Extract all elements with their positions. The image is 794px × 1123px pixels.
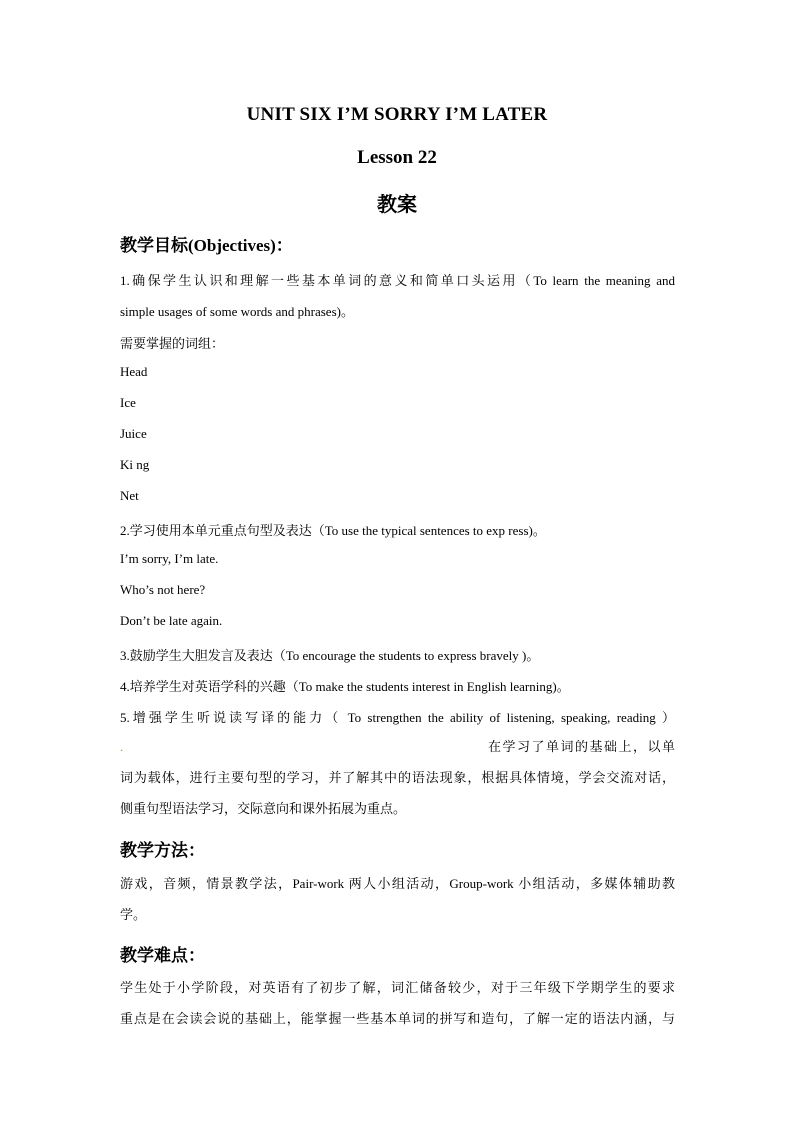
objective-4: 4.培养学生对英语学科的兴趣（To make the students interest in English learning)。 [120, 679, 570, 694]
difficulties-line-1: 学生处于小学阶段，对英语有了初步了解，词汇储备较少，对于三年级下学期学生的要求 [120, 980, 675, 995]
methods-line-1: 游戏，音频，情景教学法，Pair-work 两人小组活动，Group-work 小组活动，多媒体辅助教 [120, 876, 675, 891]
difficulties-heading: 教学难点： [120, 946, 205, 965]
focus-line-1-right: 在学习了单词的基础上，以单 [488, 739, 675, 754]
lesson-title: Lesson 22 [357, 147, 437, 168]
focus-line-2: 词为载体，进行主要句型的学习，并了解其中的语法现象，根据具体情境，学会交流对话， [120, 770, 675, 785]
objective-1-line-2: simple usages of some words and phrases)。 [120, 304, 354, 319]
vocab-item: Juice [120, 426, 147, 441]
objective-1-line-1: 1.确保学生认识和理解一些基本单词的意义和简单口头运用（To learn the meaning and [120, 273, 675, 288]
focus-marker-dot: . [120, 739, 124, 754]
vocab-item: Ice [120, 395, 136, 410]
objective-5: 5.增强学生听说读写译的能力（ To strengthen the ability of listening, speaking, reading ） [120, 710, 675, 725]
doc-type-title: 教案 [377, 194, 417, 216]
methods-line-2: 学。 [120, 907, 147, 922]
objective-3: 3.鼓励学生大胆发言及表达（To encourage the students to express bravely )。 [120, 648, 540, 663]
difficulties-line-2: 重点是在会读会说的基础上，能掌握一些基本单词的拼写和造句，了解一定的语法内涵，与 [120, 1011, 675, 1026]
vocab-item: Head [120, 364, 148, 379]
objectives-heading: 教学目标(Objectives)： [120, 236, 293, 255]
sentence-item: Who’s not here? [120, 582, 206, 597]
methods-heading: 教学方法： [120, 841, 205, 860]
vocab-item: Ki ng [120, 457, 150, 472]
unit-title: UNIT SIX I’M SORRY I’M LATER [246, 104, 548, 125]
sentence-item: I’m sorry, I’m late. [120, 551, 219, 566]
vocab-intro: 需要掌握的词组： [120, 336, 225, 351]
vocab-item: Net [120, 488, 139, 503]
focus-line-3: 侧重句型语法学习，交际意向和课外拓展为重点。 [120, 801, 407, 816]
sentence-item: Don’t be late again. [120, 613, 223, 628]
objective-2: 2.学习使用本单元重点句型及表达（To use the typical sentences to exp ress)。 [120, 523, 546, 538]
